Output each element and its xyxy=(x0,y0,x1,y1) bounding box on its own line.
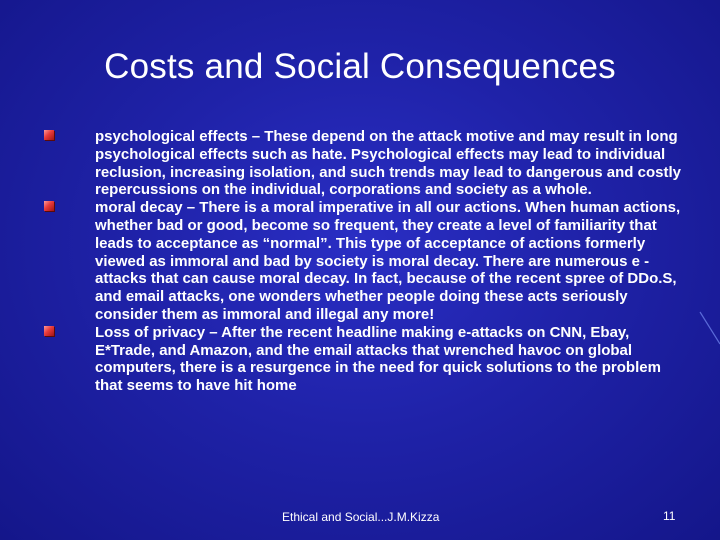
decorative-line xyxy=(698,300,720,360)
square-bullet-icon xyxy=(44,201,54,211)
bullet-item xyxy=(44,128,684,199)
bullet-text: Loss of privacy – After the recent headline making e-attacks on CNN, Ebay, E*Trade, and Amazon, and the email attacks that wrenched havoc on global computers, there is a resurgence in the need for quick solutions to the problem that seems to have hit home xyxy=(95,323,661,395)
slide-footer: Ethical and Social...J.M.Kizza xyxy=(282,510,440,524)
slide-title: Costs and Social Consequences xyxy=(104,47,616,86)
bullet-list xyxy=(44,128,684,395)
square-bullet-icon xyxy=(44,326,54,336)
bullet-text: moral decay – There is a moral imperative in all our actions. When human actions, whether bad or good, become so frequent, they create a level of familiarity that leads to acceptance as “normal”. This type of acceptance of actions formerly viewed as immoral and bad by society is moral decay. There are numerous e -attacks that can cause moral decay. In fact, because of the recent spree of DDo.S, and email attacks, one wonders whether people doing these acts seriously consider them as immoral and illegal any more! xyxy=(95,199,681,323)
bullet-item xyxy=(44,199,684,324)
page-number: 11 xyxy=(663,509,676,523)
bullet-item xyxy=(44,324,684,395)
square-bullet-icon xyxy=(44,130,54,140)
bullet-text: psychological effects – These depend on the attack motive and may result in long psychological effects such as hate. Psychological effects may lead to individual reclusion, increasing isolation, and such trends may lead to dangerous and costly repercussions on the individual, corporations and society as a whole. xyxy=(95,128,681,199)
